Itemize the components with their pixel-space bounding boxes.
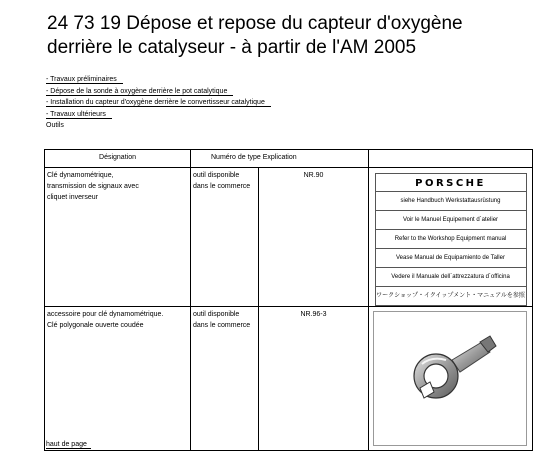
manual-line: siehe Handbuch Werkstattausrüstung [376,191,526,210]
header-type: Numéro de type [211,154,261,161]
explication-cell: NR.90 [259,168,369,307]
porsche-logo: PORSCHE [415,178,486,189]
designation-cell [45,307,191,451]
designation-line: accessoire pour clé dynamométrique. [47,311,164,318]
designation-line: Clé dynamométrique, [47,172,114,179]
designation-line: cliquet inverseur [47,194,98,201]
porsche-manual-box [375,173,527,306]
page-title: 24 73 19 Dépose et repose du capteur d'oxygène derrière le catalyseur - à partir de l'AM 2005 [47,13,463,58]
designation-cell [45,168,191,307]
tools-heading: Outils [46,122,64,129]
manual-line: Refer to the Workshop Equipment manual [376,229,526,248]
manual-line: Vease Manual de Equipamiento de Taller [376,248,526,267]
link-preliminary-work[interactable]: - Travaux préliminaires [46,76,123,84]
link-removal-sensor[interactable]: - Dépose de la sonde à oxygène derrière le pot catalytique [46,88,233,96]
header-type-explication [191,150,369,168]
header-image [369,150,533,168]
open-ring-wrench-icon [374,312,526,445]
section-links [46,74,271,132]
back-to-top-link[interactable]: haut de page [46,441,91,449]
designation-line: transmission de signaux avec [47,183,139,190]
link-installation-sensor[interactable]: - Installation du capteur d'oxygène derrière le convertisseur catalytique [46,99,271,107]
explication-cell: NR.96-3 [259,307,369,451]
designation-line: Clé polygonale ouverte coudée [47,322,144,329]
manual-line: ワークショップ・イクイップメント・マニュアルを参照 [376,286,526,305]
table-row [45,168,533,307]
type-cell: outil disponible dans le commerce [191,307,259,451]
tool-image-cell [369,307,533,451]
wrench-image [373,311,527,446]
type-cell: outil disponible dans le commerce [191,168,259,307]
manual-line: Vedere il Manuale dell´attrezzatura d´officina [376,267,526,286]
header-designation: Désignation [45,150,191,168]
table-header-row [45,150,533,168]
header-explication: Explication [262,154,297,161]
tools-table [44,149,533,451]
link-subsequent-work[interactable]: - Travaux ultérieurs [46,111,112,119]
table-row [45,307,533,451]
manual-cell [369,168,533,307]
manual-line: Voir le Manuel Equipement d´atelier [376,210,526,229]
